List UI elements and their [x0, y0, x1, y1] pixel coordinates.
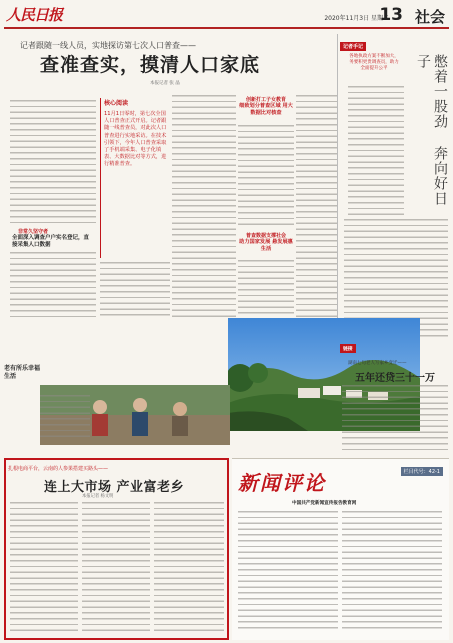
lead-body-column-1b	[10, 252, 96, 318]
lead-body-column-1	[10, 100, 96, 225]
sidebar-head: 各地执政方案不断加大，务要积更贵调查员，助力全面提升公平	[349, 54, 399, 71]
lead-body-column-5	[296, 95, 338, 318]
section-name: 社会	[414, 8, 445, 26]
pull-quote-2	[238, 232, 294, 253]
side-subhead-2: 助力国家发展 悬发展惠生活	[239, 239, 293, 252]
ad-title: 中国共产党新闻宣传报告教育网	[292, 501, 357, 506]
ecommerce-kicker: 扎根电商平台，云南的人参果搭建买路头——	[8, 466, 109, 472]
side-subhead-1: 细致划分普查区域 用大数据比对核查	[239, 103, 293, 116]
sidebar-vertical-title: 憋着一股劲 奔向好日子	[415, 54, 448, 206]
link-tag: 链接	[340, 344, 356, 353]
lead-subhead-1-kicker: 非常久坚守者	[18, 229, 49, 235]
page-number: 13	[379, 5, 403, 25]
ad-logo: 新闻评论	[238, 471, 326, 495]
link-headline: 五年还贷三十一万	[355, 373, 435, 384]
lead-body-column-4b	[238, 260, 294, 318]
lead-body-column-3	[172, 95, 236, 318]
masthead	[4, 3, 449, 29]
lead-kicker: 记者跟随一线人员，实地探访第七次人口普查——	[20, 41, 196, 50]
reporter-notes-sidebar	[340, 34, 450, 344]
core-reading-box	[100, 98, 168, 258]
ecommerce-body-2	[82, 502, 150, 634]
news-commentary-ad	[232, 458, 449, 640]
core-reading-text: 11月1日零时，第七次全国人口普查正式开启。记者跟随一线普查员，对此次人口普查进行实地采访。在技术引领下，今年人口普查采取了手机端采集、电子化填表、大数据比对等方式，进行精准普查。	[104, 111, 167, 168]
ecommerce-body-3	[154, 502, 224, 634]
link-body	[342, 385, 448, 450]
ad-badge: 栏目代号：42-1	[401, 467, 443, 476]
column-divider	[337, 34, 338, 334]
photo-caption-text	[40, 395, 90, 440]
side-subhead-2-kicker: 普查数据支撑社会	[245, 233, 286, 239]
newspaper-logo: 人民日报	[6, 6, 63, 24]
sidebar-body-1	[348, 86, 404, 216]
core-reading-title: 核心阅读	[104, 100, 129, 107]
lead-subhead-1: 全面深入调查户户实名登记，直接采集人口数据	[12, 235, 90, 248]
ecommerce-byline: 本报记者 杨文明	[82, 494, 114, 499]
side-subhead-1-kicker: 创新打工子女教育	[245, 97, 286, 103]
ecommerce-headline: 连上大市场 产业富老乡	[44, 480, 185, 495]
issue-date: 2020年11月3日 星期二	[324, 15, 389, 22]
ad-body-1	[238, 511, 338, 633]
lead-body-column-4	[238, 125, 294, 225]
sidebar-tag: 记者手记	[340, 42, 366, 51]
lead-byline: 本报记者 张 晶	[150, 81, 180, 86]
pull-quote	[238, 96, 294, 117]
ecommerce-body-1	[10, 502, 78, 634]
elderly-photo-caption: 老有所乐幸福生活	[4, 365, 41, 380]
ad-body-2	[342, 511, 442, 633]
link-kicker: 湖南七旬老人写家乡变迁——	[348, 361, 407, 366]
lead-headline: 查准查实，摸清人口家底	[40, 54, 261, 76]
lead-body-column-2	[100, 262, 170, 318]
